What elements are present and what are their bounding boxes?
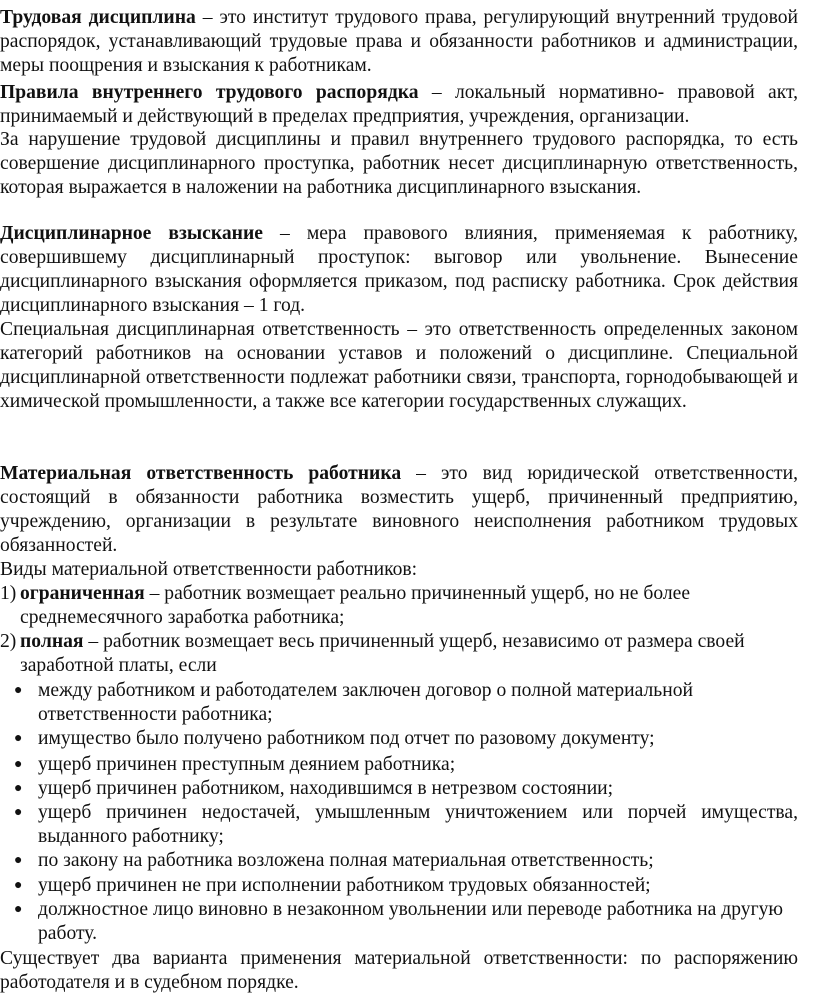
bullet-icon: ● xyxy=(14,902,23,917)
bullet-text: ущерб причинен не при исполнении работником трудовых обязанностей; xyxy=(38,875,651,896)
list-number: 1) xyxy=(0,583,17,604)
paragraph-material-liability: Материальная ответственность работника – это вид юридической ответственности, состоящий в обязанности работника возместить ущерб, причиненный предприятию, учреждению, организации в результате виновного неисполнения работником трудовых обязанностей. xyxy=(0,463,799,556)
list-item-full xyxy=(0,630,798,678)
list-item-limited xyxy=(0,582,798,630)
bullet-text: должностное лицо виновно в незаконном увольнении или переводе работника на другую работу. xyxy=(38,899,784,944)
term-material-liability: Материальная ответственность работника xyxy=(0,463,402,484)
bullet-icon: ● xyxy=(14,853,23,868)
paragraph-application-variants: Существует два варианта применения материальной ответственности: по распоряжению работодателя и в судебном порядке. xyxy=(0,948,798,993)
bullet-text: ущерб причинен преступным деянием работника; xyxy=(38,754,456,775)
paragraph-disciplinary-penalty: Дисциплинарное взыскание – мера правового влияния, применяемая к работнику, совершившему дисциплинарный проступок: выговор или увольнение. Вынесение дисциплинарного взыскания оформляется приказом, под расписку работника. Срок действия дисциплинарного взыскания – 1 год. xyxy=(0,223,799,316)
paragraph-labor-discipline: Трудовая дисциплина – это институт трудового права, регулирующий внутренний трудовой распорядок, устанавливающий трудовые права и обязанности работников и администрации, меры поощрения и взыскания к работникам. xyxy=(0,7,798,76)
bullet-icon: ● xyxy=(14,731,23,746)
bullet-text: ущерб причинен работником, находившимся в нетрезвом состоянии; xyxy=(38,778,614,799)
term-labor-discipline: Трудовая дисциплина xyxy=(0,7,196,28)
paragraph-liability-types: Виды материальной ответственности работников: xyxy=(0,559,418,580)
list-item-text: полная – работник возмещает весь причиненный ущерб, независимо от размера своей заработной платы, если xyxy=(20,631,745,676)
bullet-icon: ● xyxy=(14,781,23,796)
bullet-text: имущество было получено работником под отчет по разовому документу; xyxy=(38,728,655,749)
term-disciplinary-penalty: Дисциплинарное взыскание xyxy=(0,223,263,244)
bullet-text: ущерб причинен недостачей, умышленным уничтожением или порчей имущества, выданного работнику; xyxy=(38,802,798,847)
list-item-text: ограниченная – работник возмещает реально причиненный ущерб, но не более среднемесячного заработка работника; xyxy=(20,583,691,628)
paragraph-internal-rules: Правила внутреннего трудового распорядка – локальный нормативно- правовой акт, принимаемый и действующий в пределах предприятия, учреждения, организации. xyxy=(0,82,798,127)
bullet-icon: ● xyxy=(14,878,23,893)
term-internal-rules: Правила внутреннего трудового распорядка xyxy=(0,82,419,103)
paragraph-violation: За нарушение трудовой дисциплины и правил внутреннего трудового распорядка, то есть совершение дисциплинарного проступка, работник несет дисциплинарную ответственность, которая выражается в наложении на работника дисциплинарного взыскания. xyxy=(0,129,798,198)
bullet-icon: ● xyxy=(14,757,23,772)
bullet-text: по закону на работника возложена полная материальная ответственность; xyxy=(38,850,654,871)
bullet-text: между работником и работодателем заключен договор о полной материальной ответственности работника; xyxy=(38,680,693,725)
bullet-icon: ● xyxy=(14,805,23,820)
paragraph-special-responsibility: Специальная дисциплинарная ответственность – это ответственность определенных законом категорий работников на основании уставов и положений о дисциплине. Специальной дисциплинарной ответственности подлежат работники связи, транспорта, горнодобывающей и химической промышленности, а также все категории государственных служащих. xyxy=(0,319,798,412)
bullet-icon: ● xyxy=(14,683,23,698)
list-number: 2) xyxy=(0,631,17,652)
